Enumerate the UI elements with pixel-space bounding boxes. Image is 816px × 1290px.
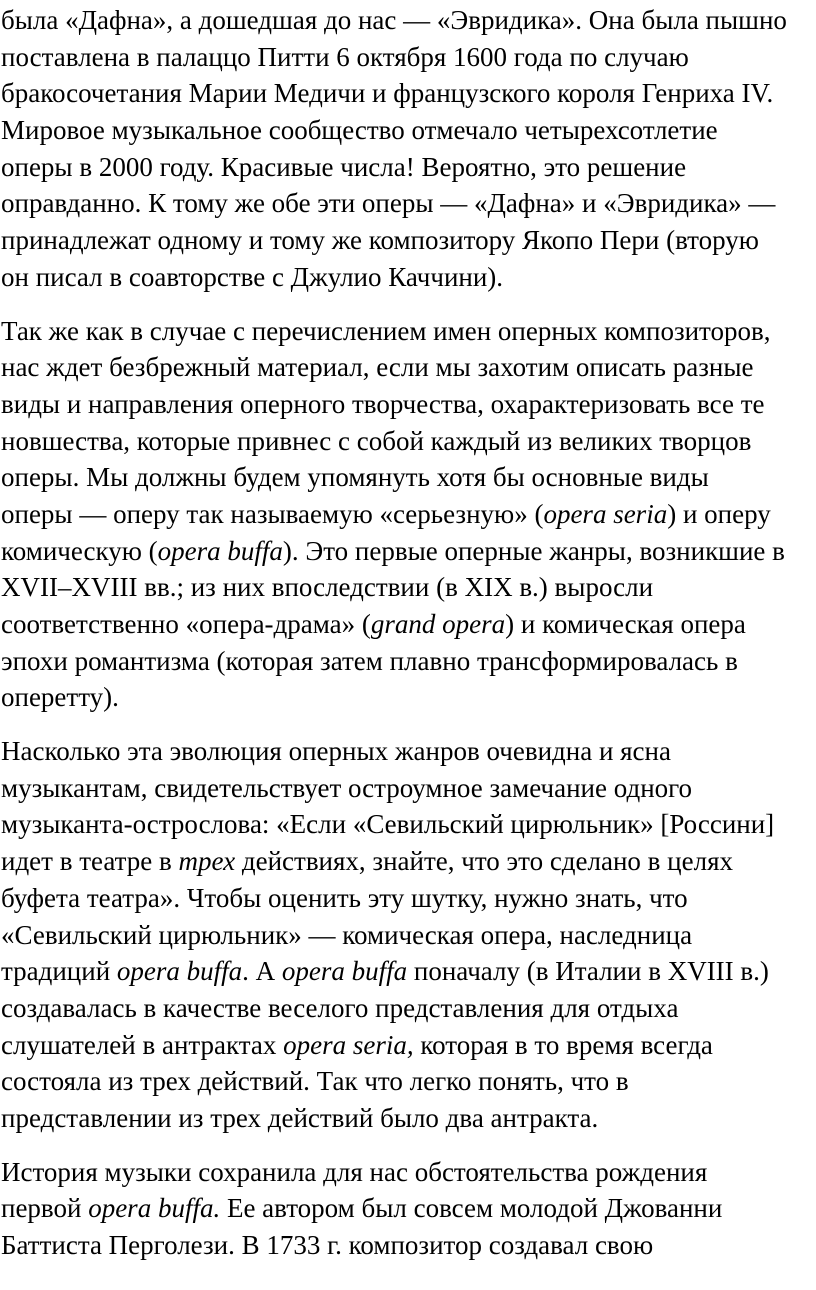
- text-run: Ее автором был совсем молодой Джованни: [220, 1193, 723, 1224]
- text-line: [1, 880, 814, 917]
- text-line: [1, 2, 814, 39]
- text-line: [1, 39, 814, 76]
- italic-text: grand opera: [370, 609, 506, 639]
- paragraph: [1, 2, 814, 296]
- text-run: буфета театра». Чтобы оценить эту шутку, нужно знать, что: [1, 882, 688, 913]
- text-run: оперы в 2000 году. Красивые числа! Вероятно, это решение: [1, 151, 687, 182]
- text-run: оправданно. К тому же обе эти оперы — «Дафна» и «Эвридика» —: [1, 188, 776, 219]
- text-run: поначалу (в Италии в XVIII в.): [407, 956, 769, 987]
- text-run: поставлена в палаццо Питти 6 октября 1600 года по случаю: [1, 41, 689, 72]
- text-run: ). Это первые оперные жанры, возникшие в: [282, 535, 785, 566]
- text-line: [1, 1190, 814, 1227]
- text-line: [1, 679, 814, 716]
- text-line: [1, 643, 814, 680]
- text-line: [1, 733, 814, 770]
- italic-text: opera seria: [543, 498, 668, 529]
- text-line: [1, 112, 814, 149]
- text-line: [1, 185, 814, 222]
- text-run: состояла из трех действий. Так что легко понять, что в: [1, 1066, 629, 1097]
- text-line: [1, 386, 814, 423]
- text-run: музыканта-острослова: «Если «Севильский цирюльник» [Россини]: [1, 809, 775, 840]
- text-run: новшества, которые привнес с собой каждый из великих творцов: [1, 425, 752, 456]
- text-run: принадлежат одному и тому же композитору Якопо Пери (вторую: [1, 225, 759, 256]
- text-line: [1, 423, 814, 460]
- text-line: [1, 1027, 814, 1064]
- italic-text: opera buffa: [157, 535, 283, 566]
- text-run: музыкантам, свидетельствует остроумное замечание одного: [1, 772, 693, 803]
- text-line: [1, 1227, 814, 1264]
- text-line: [1, 149, 814, 186]
- text-run: создавалась в качестве веселого представления для отдыха: [1, 992, 679, 1023]
- text-line: [1, 259, 814, 296]
- text-run: оперы — оперу так называемую «серьезную» (: [1, 498, 544, 529]
- text-run: слушателей в антрактах: [1, 1029, 284, 1060]
- text-run: оперы. Мы должны будем упомянуть хотя бы основные виды: [1, 462, 709, 493]
- text-line: [1, 843, 814, 880]
- italic-text: opera buffa: [281, 956, 408, 987]
- text-run: представлении из трех действий было два антракта.: [1, 1102, 599, 1133]
- text-line: [1, 75, 814, 112]
- text-run: История музыки сохранила для нас обстоятельства рождения: [1, 1156, 708, 1187]
- text-run: оперетту).: [1, 682, 119, 713]
- text-run: он писал в соавторстве с Джулио Каччини).: [1, 261, 504, 292]
- text-run: XVII–XVIII вв.; из них впоследствии (в XIX в.) выросли: [1, 572, 654, 603]
- text-run: бракосочетания Марии Медичи и французского короля Генриха IV.: [1, 78, 774, 109]
- text-line: [1, 349, 814, 386]
- text-run: нас ждет безбрежный материал, если мы захотим описать разные: [1, 352, 754, 383]
- text-line: [1, 569, 814, 606]
- text-run: Баттиста Перголези. В 1733 г. композитор создавал свою: [1, 1230, 654, 1260]
- text-run: «Севильский цирюльник» — комическая опера, наследница: [1, 919, 693, 950]
- text-run: . А: [242, 956, 282, 987]
- text-line: [1, 459, 814, 496]
- text-line: [1, 1154, 814, 1191]
- text-line: [1, 806, 814, 843]
- text-run: традиций: [1, 956, 117, 987]
- text-run: которая в то время всегда: [413, 1029, 713, 1060]
- text-line: [1, 990, 814, 1027]
- text-run: Насколько эта эволюция оперных жанров очевидна и ясна: [1, 736, 671, 767]
- text-line: [1, 222, 814, 259]
- text-line: [1, 953, 814, 990]
- text-run: идет в театре в: [1, 846, 179, 877]
- paragraph: [1, 313, 814, 717]
- text-run: виды и направления оперного творчества, охарактеризовать все те: [1, 388, 765, 419]
- italic-text: трех: [178, 846, 236, 877]
- text-run: первой: [1, 1193, 89, 1224]
- text-line: [1, 1063, 814, 1100]
- paragraph: [1, 733, 814, 1137]
- text-run: эпохи романтизма (которая затем плавно трансформировалась в: [1, 645, 738, 676]
- italic-text: opera buffa: [116, 956, 243, 987]
- text-line: [1, 496, 814, 533]
- text-run: ) и оперу: [667, 498, 771, 529]
- italic-text: opera buffa.: [88, 1193, 221, 1224]
- text-run: действиях, знайте, что это сделано в целях: [235, 846, 734, 877]
- text-line: [1, 533, 814, 570]
- text-run: соответственно «опера-драма» (: [1, 609, 371, 639]
- text-run: Мировое музыкальное сообщество отмечало четырехсотлетие: [1, 115, 718, 146]
- text-run: ) и комическая опера: [505, 609, 746, 639]
- text-line: [1, 770, 814, 807]
- paragraph: [1, 1154, 814, 1264]
- text-line: [1, 606, 814, 643]
- text-line: [1, 1100, 814, 1137]
- text-run: была «Дафна», а дошедшая до нас — «Эвридика». Она была пышно: [1, 5, 787, 35]
- text-line: [1, 917, 814, 954]
- text-line: [1, 313, 814, 350]
- text-run: Так же как в случае с перечислением имен оперных композиторов,: [1, 315, 771, 346]
- italic-text: opera seria,: [283, 1029, 414, 1060]
- text-run: комическую (: [1, 535, 158, 566]
